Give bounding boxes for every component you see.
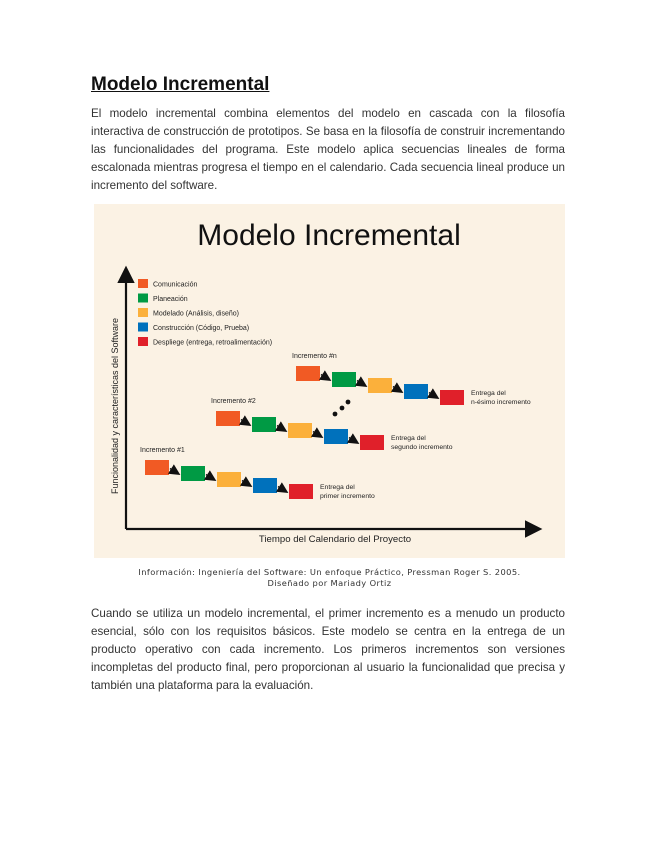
- diagram-title: Modelo Incremental: [197, 219, 461, 252]
- phase-box-increment-3-4: [404, 384, 428, 399]
- ellipsis-dot-2: [340, 406, 345, 411]
- incremental-model-figure: [94, 204, 565, 558]
- flow-arrow-increment-3-2: [357, 381, 365, 386]
- flow-arrow-increment-1-2: [206, 475, 214, 480]
- legend-label-5: Despliege (entrega, retroalimentación): [153, 339, 273, 347]
- flow-arrow-increment-1-1: [170, 469, 178, 474]
- phase-box-increment-3-1: [296, 366, 320, 381]
- flow-arrow-increment-2-1: [241, 420, 249, 425]
- phase-box-increment-2-1: [216, 411, 240, 426]
- legend-swatch-2: [138, 294, 148, 303]
- delivery-label-3-line1: Entrega del: [471, 390, 506, 397]
- delivery-label-1-line1: Entrega del: [320, 484, 355, 491]
- flow-arrow-increment-3-1: [321, 375, 329, 380]
- phase-box-increment-1-2: [181, 466, 205, 481]
- outro-paragraph: Cuando se utiliza un modelo incremental, el primer incremento es a menudo un producto esencial, sólo con los requisitos básicos. Este modelo se centra en la entrega de un producto operativo con cada incremento. Los primeros incrementos son versiones incompletas del producto final, pero proporcionan al usuario la funcionalidad que precisa y también una plataforma para la evaluación.: [91, 607, 565, 692]
- page-title: Modelo Incremental: [91, 74, 270, 95]
- phase-box-increment-1-5: [289, 484, 313, 499]
- x-axis-label: Tiempo del Calendario del Proyecto: [258, 534, 412, 545]
- legend-label-3: Modelado (Análisis, diseño): [153, 310, 239, 318]
- legend-swatch-1: [138, 279, 148, 288]
- phase-box-increment-2-4: [324, 429, 348, 444]
- flow-arrow-increment-1-3: [242, 481, 250, 486]
- phase-box-increment-2-5: [360, 435, 384, 450]
- legend-swatch-3: [138, 308, 148, 317]
- increment-label-1: Incremento #1: [140, 447, 185, 454]
- delivery-label-2-line2: segundo incremento: [391, 444, 453, 451]
- increment-label-2: Incremento #2: [211, 398, 256, 405]
- phase-box-increment-2-3: [288, 423, 312, 438]
- legend-label-4: Construcción (Código, Prueba): [153, 325, 250, 332]
- delivery-label-1-line2: primer incremento: [320, 493, 375, 500]
- phase-box-increment-2-2: [252, 417, 276, 432]
- phase-box-increment-1-3: [217, 472, 241, 487]
- delivery-label-3-line2: n-ésimo incremento: [471, 399, 531, 406]
- y-axis-label: Funcionalidad y características del Software: [110, 317, 120, 495]
- ellipsis-dot-1: [333, 412, 338, 417]
- flow-arrow-increment-1-4: [278, 487, 286, 492]
- flow-arrow-increment-2-4: [349, 438, 357, 443]
- flow-arrow-increment-2-3: [313, 432, 321, 437]
- legend-label-2: Planeación: [153, 296, 188, 303]
- phase-box-increment-1-1: [145, 460, 169, 475]
- legend-swatch-4: [138, 323, 148, 332]
- ellipsis-dot-3: [346, 400, 351, 405]
- figure-caption-source: Información: Ingeniería del Software: Un enfoque Práctico, Pressman Roger S. 2005.: [138, 567, 521, 577]
- incremental-model-diagram: [94, 204, 565, 558]
- increment-label-3: Incremento #n: [292, 353, 337, 360]
- phase-box-increment-1-4: [253, 478, 277, 493]
- delivery-label-2-line1: Entrega del: [391, 435, 426, 442]
- flow-arrow-increment-3-3: [393, 387, 401, 392]
- figure-caption-author: Diseñado por Mariady Ortiz: [267, 578, 392, 588]
- legend-label-1: Comunicación: [153, 281, 198, 289]
- flow-arrow-increment-3-4: [429, 393, 437, 398]
- legend-swatch-5: [138, 337, 148, 346]
- intro-paragraph: El modelo incremental combina elementos del modelo en cascada con la filosofía interactiva de construcción de prototipos. Se basa en la filosofía de construir incrementando las funcionalidades del programa. Este modelo aplica secuencias lineales de forma escalonada mientras progresa el tiempo en el calendario. Cada secuencia lineal produce un incremento del software.: [91, 107, 565, 192]
- flow-arrow-increment-2-2: [277, 426, 285, 431]
- phase-box-increment-3-5: [440, 390, 464, 405]
- phase-box-increment-3-3: [368, 378, 392, 393]
- phase-box-increment-3-2: [332, 372, 356, 387]
